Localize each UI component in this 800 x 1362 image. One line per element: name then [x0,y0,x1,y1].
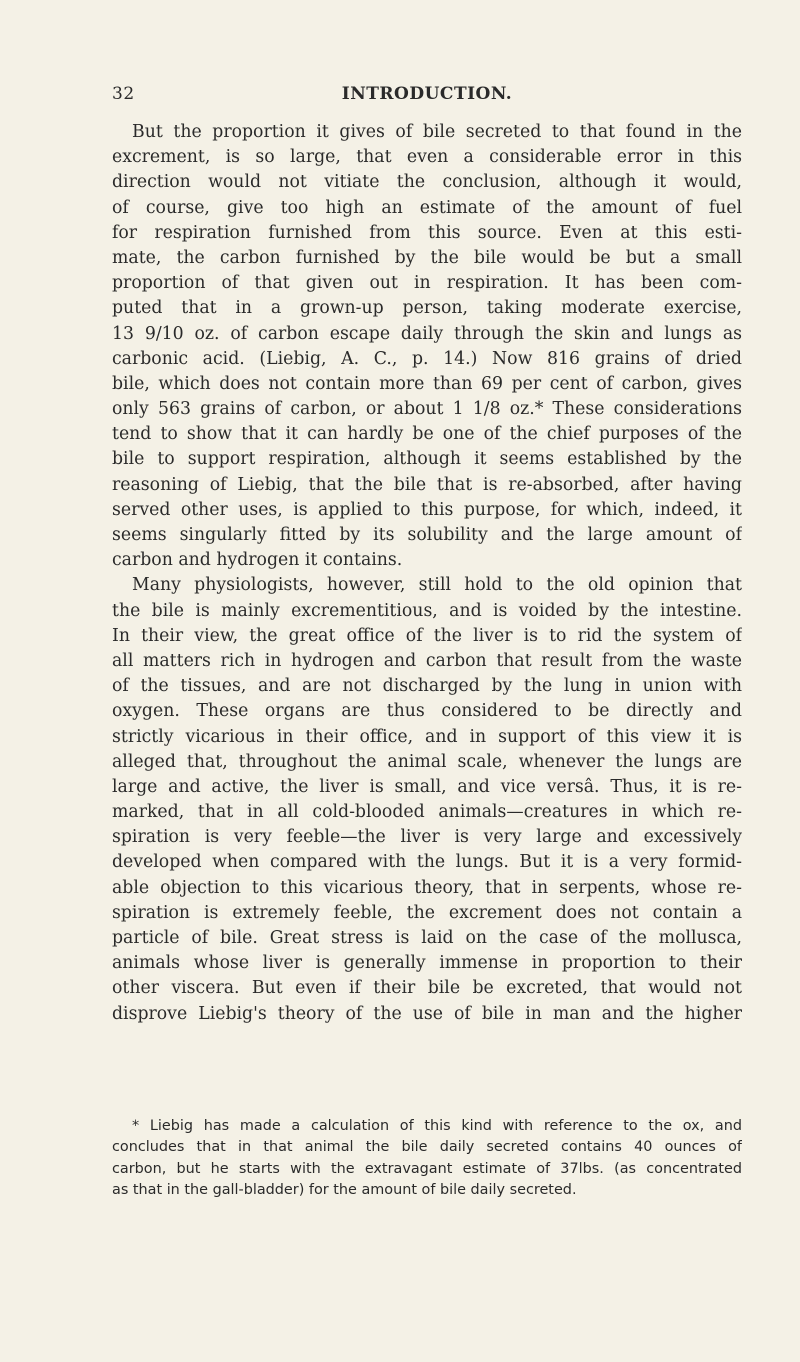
body-line: other viscera. But even if their bile be excreted, that would not [112,978,742,999]
page-number: 32 [112,84,135,104]
body-line: 13 9/10 oz. of carbon escape daily through the skin and lungs as [112,323,742,344]
body-line: the bile is mainly excrementitious, and is voided by the intestine. [112,600,742,621]
body-line: particle of bile. Great stress is laid on the case of the mollusca, [112,928,742,948]
running-title: INTRODUCTION. [341,84,513,104]
footnote-line: concludes that in that animal the bile daily secreted contains 40 ounces of [112,1139,742,1156]
body-line: developed when compared with the lungs. But it is a very formid- [112,852,742,873]
body-line: marked, that in all cold-blooded animals—creatures in which re- [112,802,742,823]
body-line: bile, which does not contain more than 69 per cent of carbon, gives [112,373,742,394]
body-line: puted that in a grown-up person, taking moderate exercise, [112,298,742,319]
body-line: mate, the carbon furnished by the bile would be but a small [112,247,742,268]
footnote-line: as that in the gall-bladder) for the amount of bile daily secreted. [112,1181,577,1198]
body-line: able objection to this vicarious theory, that in serpents, whose re- [112,877,742,898]
body-line: all matters rich in hydrogen and carbon that result from the waste [112,650,742,671]
body-line: excrement, is so large, that even a considerable error in this [112,147,742,168]
body-line: carbonic acid. (Liebig, A. C., p. 14.) Now 816 grains of dried [112,348,742,369]
body-line: oxygen. These organs are thus considered to be directly and [112,701,742,722]
body-line: reasoning of Liebig, that the bile that is re-absorbed, after having [112,474,742,495]
footnote-line: * Liebig has made a calculation of this kind with reference to the ox, and [132,1118,742,1134]
body-line: spiration is extremely feeble, the excrement does not contain a [112,902,742,923]
body-line: Many physiologists, however, still hold to the old opinion that [132,575,742,596]
body-line: direction would not vitiate the conclusion, although it would, [112,172,742,193]
body-line: of the tissues, and are not discharged by the lung in union with [112,676,742,697]
body-line: alleged that, throughout the animal scale, whenever the lungs are [112,751,742,772]
body-line: carbon and hydrogen it contains. [112,550,403,571]
body-line: animals whose liver is generally immense in proportion to their [112,953,742,974]
body-line: strictly vicarious in their office, and in support of this view it is [112,726,742,747]
body-line: seems singularly fitted by its solubility and the large amount of [112,525,742,545]
body-line: large and active, the liver is small, and vice versâ. Thus, it is re- [112,776,742,797]
body-line: tend to show that it can hardly be one of the chief purposes of the [112,424,742,445]
body-line: In their view, the great office of the liver is to rid the system of [112,625,742,646]
body-line: proportion of that given out in respiration. It has been com- [112,273,742,294]
body-line: only 563 grains of carbon, or about 1 1/8 oz.* These considerations [112,399,742,420]
body-line: served other uses, is applied to this purpose, for which, indeed, it [112,499,742,520]
body-text [112,120,742,1027]
body-line: bile to support respiration, although it seems established by the [112,449,742,470]
running-head [112,84,742,108]
body-line: But the proportion it gives of bile secreted to that found in the [132,122,742,142]
footnote-line: carbon, but he starts with the extravagant estimate of 37lbs. (as concentrated [112,1160,742,1177]
body-line: spiration is very feeble—the liver is very large and excessively [112,827,742,848]
footnote [112,1116,742,1201]
body-line: for respiration furnished from this source. Even at this esti- [112,222,742,243]
body-line: of course, give too high an estimate of the amount of fuel [112,197,742,218]
body-line: disprove Liebig's theory of the use of bile in man and the higher [112,1003,742,1024]
